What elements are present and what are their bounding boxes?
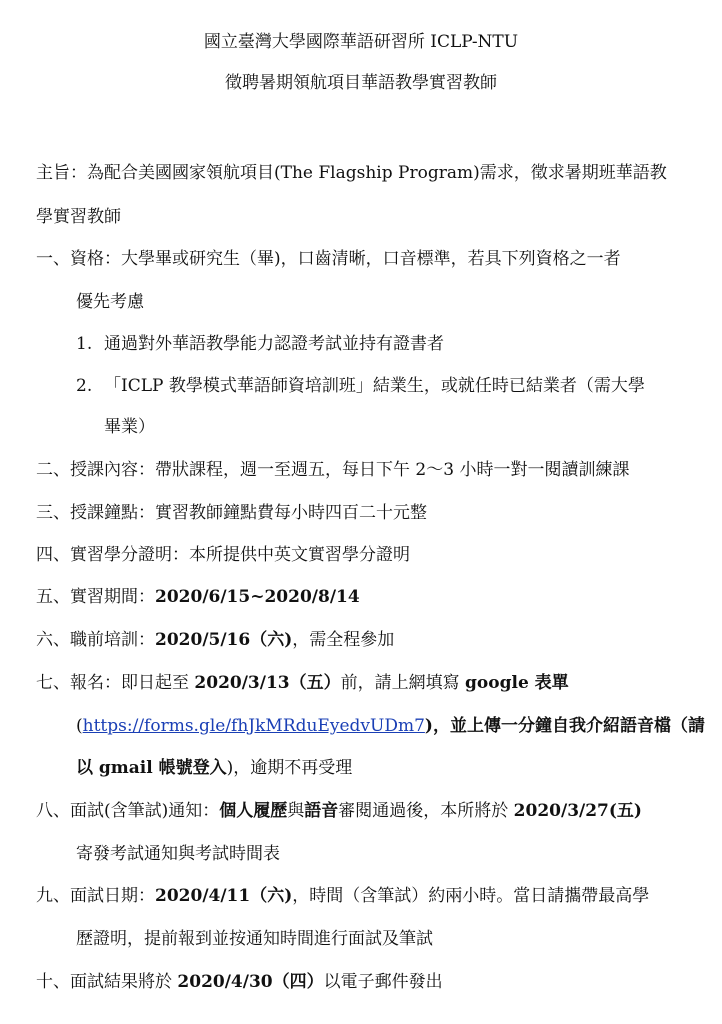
interview-duration: ，時間（含筆試）約兩小時。當日請攜帶最高學 bbox=[292, 886, 650, 906]
and-label: 與 bbox=[287, 801, 305, 821]
results-date: 2020/4/30（四） bbox=[177, 972, 324, 992]
gmail-login-note: 以 gmail 帳號登入 bbox=[76, 758, 227, 778]
section-8-interview-notice bbox=[36, 800, 642, 822]
section-3-hourly-pay: 三、授課鐘點：實習教師鐘點費每小時四百二十元整 bbox=[36, 503, 427, 523]
resume-label: 個人履歷 bbox=[219, 801, 288, 821]
section-10-results bbox=[36, 971, 443, 993]
training-date: 2020/5/16（六) bbox=[155, 630, 293, 650]
registration-text-b: 前，請上網填寫 bbox=[340, 673, 466, 693]
list-item-2-line-1: 「ICLP 教學模式華語師資培訓班」結業生，或就任時已結業者（需大學 bbox=[104, 376, 645, 396]
doc-subtitle: 徵聘暑期領航項目華語教學實習教師 bbox=[225, 73, 497, 93]
section-8-label: 八、面試(含筆試)通知： bbox=[36, 801, 220, 821]
registration-deadline: 2020/3/13（五） bbox=[194, 673, 341, 693]
section-7-line-3 bbox=[76, 757, 352, 779]
section-10-label: 十、面試結果將於 bbox=[36, 972, 178, 992]
upload-instruction: )，並上傳一分鐘自我介紹語音檔（ bbox=[424, 716, 688, 736]
internship-dates: 2020/6/15~2020/8/14 bbox=[155, 587, 360, 607]
section-6-training bbox=[36, 629, 394, 651]
section-2-course-content: 二、授課內容：帶狀課程，週一至週五，每日下午 2～3 小時一對一閱讀訓練課 bbox=[36, 460, 630, 480]
interview-date: 2020/4/11（六) bbox=[155, 886, 293, 906]
google-form-link[interactable]: https://forms.gle/fhJkMRduEyedvUDm7 bbox=[82, 716, 425, 736]
registration-text-a: 七、報名：即日起至 bbox=[36, 673, 195, 693]
results-method: 以電子郵件發出 bbox=[323, 972, 443, 992]
section-7-registration bbox=[36, 672, 569, 694]
subject-line-1: 主旨：為配合美國國家領航項目(The Flagship Program)需求，徵求暑期班華語教 bbox=[36, 163, 667, 183]
section-7-line-2 bbox=[76, 715, 705, 737]
doc-title: 國立臺灣大學國際華語研習所 ICLP-NTU bbox=[203, 32, 519, 52]
section-8-line-2: 寄發考試通知與考試時間表 bbox=[76, 844, 280, 864]
review-text: 審閱通過後，本所將於 bbox=[338, 801, 514, 821]
section-4-credit-certificate: 四、實習學分證明：本所提供中英文實習學分證明 bbox=[36, 545, 410, 565]
section-5-label: 五、實習期間： bbox=[36, 587, 155, 607]
list-item-1-number: 1. bbox=[76, 334, 93, 354]
notice-date: 2020/3/27(五) bbox=[513, 801, 642, 821]
section-6-label: 六、職前培訓： bbox=[36, 630, 155, 650]
section-9-interview-date bbox=[36, 885, 649, 907]
section-9-label: 九、面試日期： bbox=[36, 886, 155, 906]
list-item-2-line-2: 畢業） bbox=[104, 417, 155, 437]
subject-line-2: 學實習教師 bbox=[36, 207, 121, 227]
section-1-continuation: 優先考慮 bbox=[76, 292, 144, 312]
section-1-qualifications: 一、資格：大學畢或研究生（畢)，口齒清晰，口音標準，若具下列資格之一者 bbox=[36, 249, 621, 269]
paren-open: ( bbox=[76, 716, 83, 736]
late-note: )，逾期不再受理 bbox=[226, 758, 353, 778]
voice-label: 語音 bbox=[304, 801, 339, 821]
training-note: ，需全程參加 bbox=[292, 630, 395, 650]
list-item-2-number: 2. bbox=[76, 376, 93, 396]
google-form-label: google 表單 bbox=[465, 673, 569, 693]
section-9-line-2: 歷證明，提前報到並按通知時間進行面試及筆試 bbox=[76, 929, 433, 949]
login-note-start: 請 bbox=[687, 716, 705, 736]
list-item-1: 通過對外華語教學能力認證考試並持有證書者 bbox=[104, 334, 444, 354]
section-5-internship-period bbox=[36, 586, 360, 608]
